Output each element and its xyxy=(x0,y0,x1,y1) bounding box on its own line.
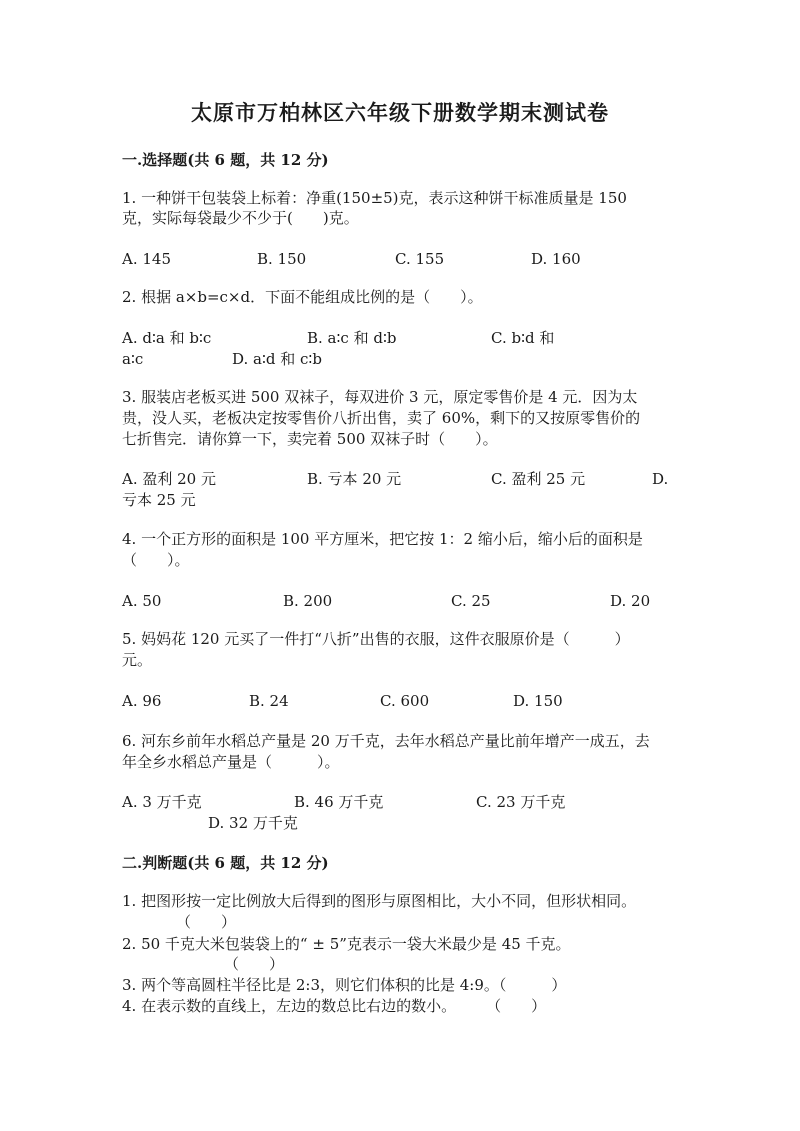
question-3-line-2: 贵，没人买，老板决定按零售价八折出售，卖了 60%，剩下的又按原零售价的 xyxy=(122,409,641,427)
judgement-3-line-1: 3. 两个等高圆柱半径比是 2:3，则它们体积的比是 4:9。（ ） xyxy=(122,976,567,994)
question-3-option-b: B. 亏本 20 元 xyxy=(307,470,402,488)
question-3-option-c: C. 盈利 25 元 xyxy=(491,470,586,488)
question-1-option-c: C. 155 xyxy=(395,250,445,268)
question-2-option-b: B. a∶c 和 d∶b xyxy=(307,329,397,347)
question-6-option-d: D. 32 万千克 xyxy=(208,814,298,832)
question-5-line-2: 元。 xyxy=(122,651,153,669)
question-5-option-d: D. 150 xyxy=(513,692,563,710)
question-6-option-c: C. 23 万千克 xyxy=(476,793,566,811)
question-1-option-a: A. 145 xyxy=(122,250,171,268)
question-1-option-d: D. 160 xyxy=(531,250,581,268)
question-1-line-2: 克，实际每袋最少不少于( )克。 xyxy=(122,209,359,227)
question-5-option-b: B. 24 xyxy=(249,692,289,710)
question-6-line-1: 6. 河东乡前年水稻总产量是 20 万千克，去年水稻总产量比前年增产一成五，去 xyxy=(122,732,650,750)
page-title: 太原市万柏林区六年级下册数学期末测试卷 xyxy=(191,100,609,125)
judgement-2-line-1: 2. 50 千克大米包装袋上的“ ± 5”克表示一袋大米最少是 45 千克。 xyxy=(122,935,571,953)
question-4-line-2: （ ）。 xyxy=(122,551,190,569)
section-heading-judgement: 二.判断题(共 6 题，共 12 分) xyxy=(122,854,329,872)
question-5-option-a: A. 96 xyxy=(122,692,162,710)
question-4-line-1: 4. 一个正方形的面积是 100 平方厘米，把它按 1：2 缩小后，缩小后的面积是 xyxy=(122,530,643,548)
question-4-option-d: D. 20 xyxy=(610,592,651,610)
question-1-line-1: 1. 一种饼干包装袋上标着：净重(150±5)克，表示这种饼干标准质量是 150 xyxy=(122,189,627,207)
judgement-2-answer-blank: （ ） xyxy=(224,955,285,973)
question-3-option-d: D. xyxy=(652,470,669,488)
question-1-option-b: B. 150 xyxy=(257,250,307,268)
question-3-option-d-cont: 亏本 25 元 xyxy=(122,491,196,509)
question-2-option-d: D. a∶d 和 c∶b xyxy=(232,350,322,368)
judgement-1-line-1: 1. 把图形按一定比例放大后得到的图形与原图相比，大小不同，但形状相同。 xyxy=(122,892,637,910)
question-4-option-c: C. 25 xyxy=(451,592,491,610)
question-5-line-1: 5. 妈妈花 120 元买了一件打“八折”出售的衣服，这件衣服原价是（ ） xyxy=(122,630,630,648)
judgement-1-answer-blank: （ ） xyxy=(176,913,237,931)
question-6-line-2: 年全乡水稻总产量是（ ）。 xyxy=(122,753,340,771)
question-4-option-a: A. 50 xyxy=(122,592,162,610)
question-2-option-c-cont: a∶c xyxy=(122,350,144,368)
question-2-line-1: 2. 根据 a×b=c×d．下面不能组成比例的是（ ）。 xyxy=(122,288,483,306)
question-3-line-3: 七折售完．请你算一下，卖完着 500 双袜子时（ ）。 xyxy=(122,430,498,448)
question-2-option-c: C. b∶d 和 xyxy=(491,329,555,347)
question-3-line-1: 3. 服装店老板买进 500 双袜子，每双进价 3 元，原定零售价是 4 元．因为太 xyxy=(122,388,638,406)
section-heading-choice: 一.选择题(共 6 题，共 12 分) xyxy=(122,151,329,169)
judgement-4-line-1: 4. 在表示数的直线上，左边的数总比右边的数小。 （ ） xyxy=(122,997,547,1015)
question-2-option-a: A. d∶a 和 b∶c xyxy=(122,329,212,347)
question-6-option-b: B. 46 万千克 xyxy=(294,793,384,811)
question-5-option-c: C. 600 xyxy=(380,692,430,710)
question-6-option-a: A. 3 万千克 xyxy=(122,793,202,811)
question-4-option-b: B. 200 xyxy=(283,592,333,610)
question-3-option-a: A. 盈利 20 元 xyxy=(122,470,216,488)
